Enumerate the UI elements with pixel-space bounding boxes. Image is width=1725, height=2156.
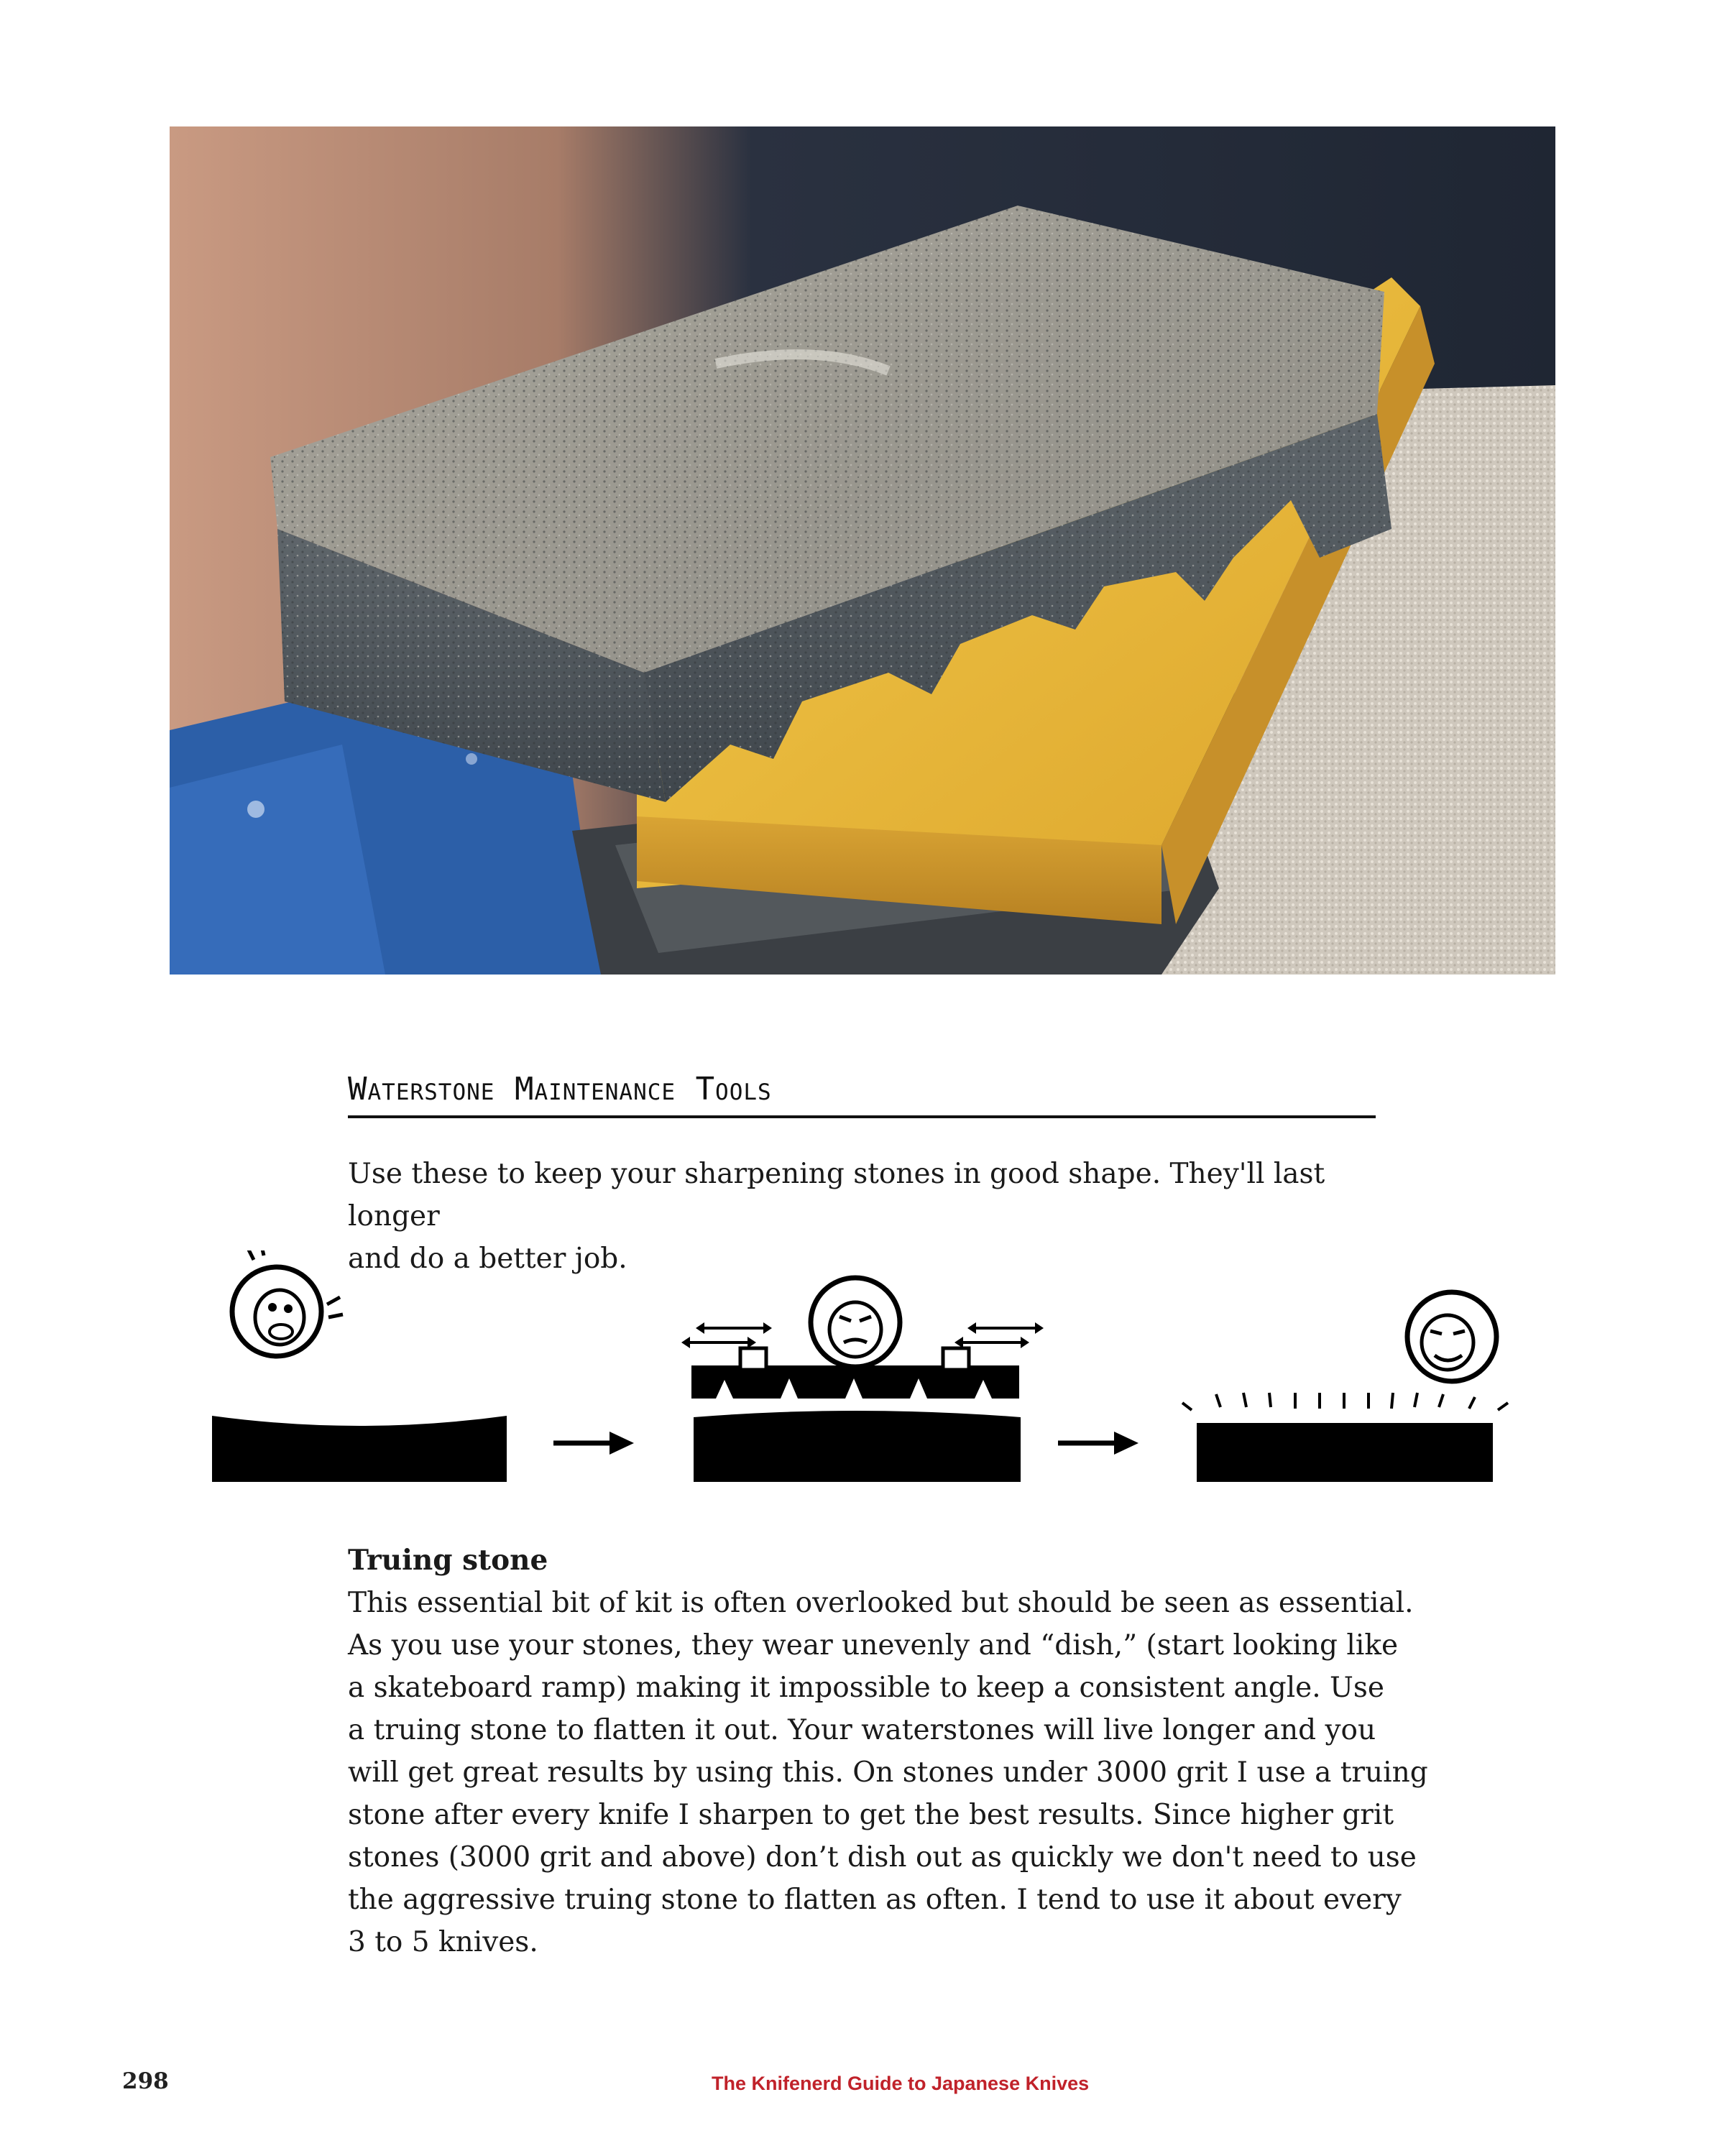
truing-stone-monkey-icon [681, 1278, 1044, 1482]
flat-stone-icon [1182, 1393, 1508, 1482]
page-number: 298 [122, 2068, 169, 2094]
happy-monkey-icon [1407, 1292, 1496, 1381]
paragraph-line: the aggressive truing stone to flatten as often. I tend to use it about every [348, 1884, 1402, 1916]
truing-stone-heading: Truing stone [348, 1544, 548, 1577]
flattening-diagram-art [180, 1250, 1545, 1495]
arrow-right-icon [1058, 1432, 1138, 1455]
paragraph-line: a truing stone to flatten it out. Your waterstones will live longer and you [348, 1714, 1376, 1746]
title-rule [348, 1115, 1376, 1118]
worried-monkey-icon [232, 1250, 343, 1356]
paragraph-line: As you use your stones, they wear unevenly and “dish,” (start looking like [348, 1629, 1399, 1662]
arrow-right-icon [553, 1432, 634, 1455]
paragraph-line: 3 to 5 knives. [348, 1926, 538, 1958]
flattening-diagram [180, 1250, 1545, 1495]
section-title: Waterstone Maintenance Tools [348, 1071, 772, 1107]
paragraph-line: will get great results by using this. On stones under 3000 grit I use a truing [348, 1756, 1428, 1789]
truing-stone-paragraph [348, 1582, 1428, 1963]
paragraph-line: stones (3000 grit and above) don’t dish out as quickly we don't need to use [348, 1841, 1417, 1874]
paragraph-line: a skateboard ramp) making it impossible to keep a consistent angle. Use [348, 1672, 1385, 1704]
truing-stone-photo [170, 126, 1555, 975]
intro-line: Use these to keep your sharpening stones in good shape. They'll last longer [348, 1158, 1325, 1233]
running-footer-title: The Knifenerd Guide to Japanese Knives [712, 2073, 1090, 2094]
paragraph-line: This essential bit of kit is often overlooked but should be seen as essential. [348, 1587, 1414, 1619]
truing-stone-photo-art [170, 126, 1555, 975]
intro-line: and do a better job. [348, 1243, 627, 1275]
paragraph-line: stone after every knife I sharpen to get the best results. Since higher grit [348, 1799, 1394, 1831]
dished-stone-icon [212, 1416, 507, 1482]
